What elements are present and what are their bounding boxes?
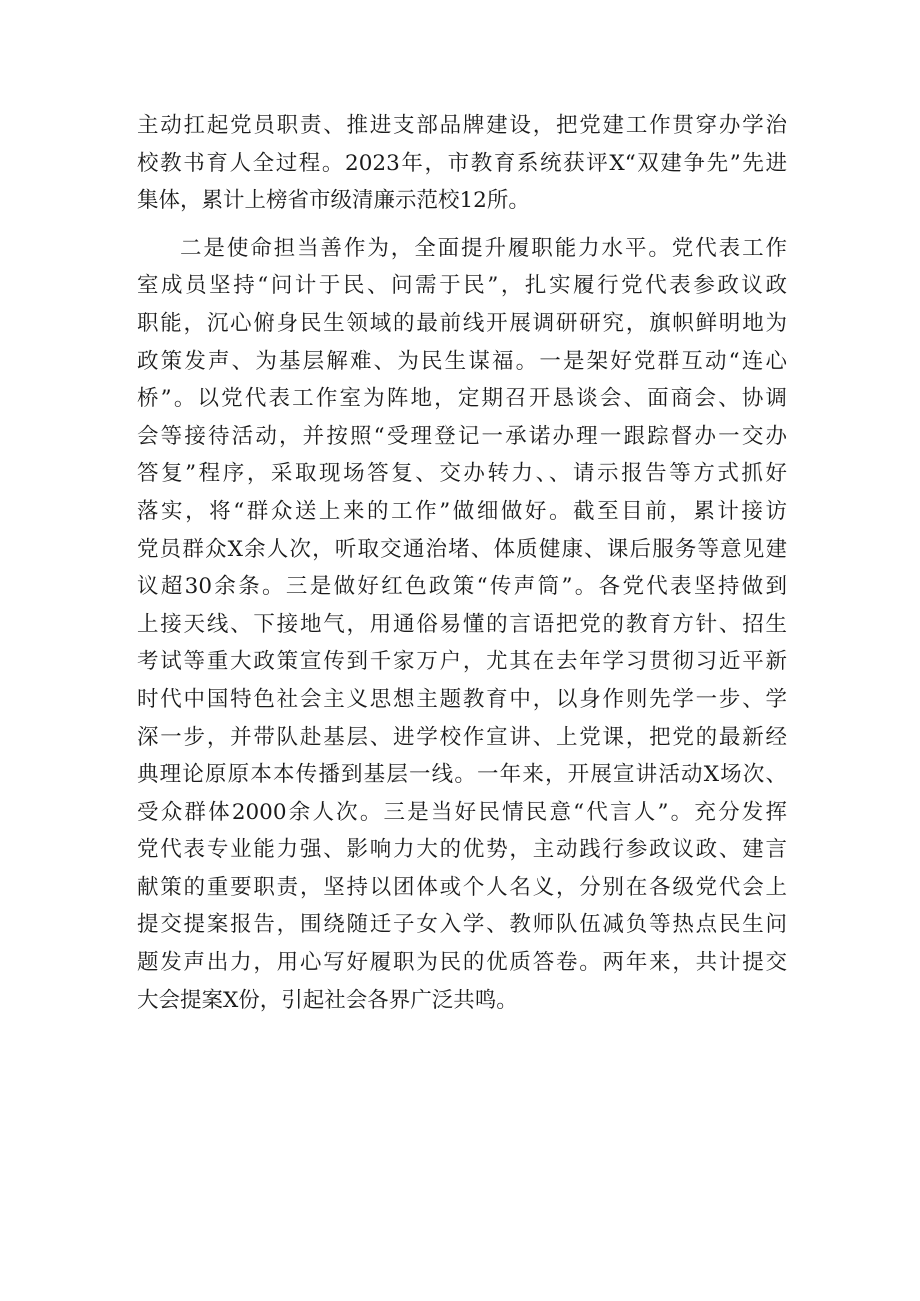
- paragraph-2: [137, 230, 787, 1019]
- text-line: 党员群众X余人次，听取交通治堵、体质健康、课后服务等意见建: [137, 536, 787, 562]
- text-line: 考试等重大政策宣传到千家万户，尤其在去年学习贯彻习近平新: [137, 649, 787, 675]
- text-line: 受众群体2000余人次。三是当好民情民意“代言人”。充分发挥: [137, 799, 787, 825]
- paragraph-1: [137, 107, 787, 220]
- document-body: [137, 107, 787, 1019]
- text-line: 大会提案X份，引起社会各界广泛共鸣。: [137, 987, 518, 1013]
- text-line: 室成员坚持“问计于民、问需于民”，扎实履行党代表参政议政: [137, 273, 787, 299]
- text-line: 深一步，并带队赴基层、进学校作宣讲、上党课，把党的最新经: [137, 724, 787, 750]
- text-line: 献策的重要职责，坚持以团体或个人名义，分别在各级党代会上: [137, 874, 787, 900]
- paragraph-spacer: [137, 220, 787, 230]
- text-line: 党代表专业能力强、影响力大的优势，主动践行参政议政、建言: [137, 837, 787, 863]
- text-line: 校教书育人全过程。2023年，市教育系统获评X“双建争先”先进: [137, 150, 787, 176]
- text-line: 二是使命担当善作为，全面提升履职能力水平。党代表工作: [180, 235, 787, 261]
- text-line: 题发声出力，用心写好履职为民的优质答卷。两年来，共计提交: [137, 950, 787, 976]
- text-line: 议超30余条。三是做好红色政策“传声筒”。各党代表坚持做到: [137, 574, 787, 600]
- text-line: 上接天线、下接地气，用通俗易懂的言语把党的教育方针、招生: [137, 611, 787, 637]
- text-line: 答复”程序，采取现场答复、交办转力、、请示报告等方式抓好: [137, 461, 787, 487]
- text-line: 落实，将“群众送上来的工作”做细做好。截至目前，累计接访: [137, 498, 787, 524]
- text-line: 典理论原原本本传播到基层一线。一年来，开展宣讲活动X场次、: [137, 762, 787, 788]
- text-line: 职能，沉心俯身民生领域的最前线开展调研研究，旗帜鲜明地为: [137, 310, 787, 336]
- text-line: 主动扛起党员职责、推进支部品牌建设，把党建工作贯穿办学治: [137, 113, 787, 138]
- text-line: 会等接待活动，并按照“受理登记一承诺办理一跟踪督办一交办: [137, 423, 787, 449]
- text-line: 集体，累计上榜省市级清廉示范校12所。: [137, 188, 530, 214]
- text-line: 提交提案报告，围绕随迁子女入学、教师队伍减负等热点民生问: [137, 912, 787, 938]
- text-line: 政策发声、为基层解难、为民生谋福。一是架好党群互动“连心: [137, 348, 787, 374]
- text-line: 时代中国特色社会主义思想主题教育中，以身作则先学一步、学: [137, 686, 787, 712]
- text-line: 桥”。以党代表工作室为阵地，定期召开恳谈会、面商会、协调: [137, 386, 787, 412]
